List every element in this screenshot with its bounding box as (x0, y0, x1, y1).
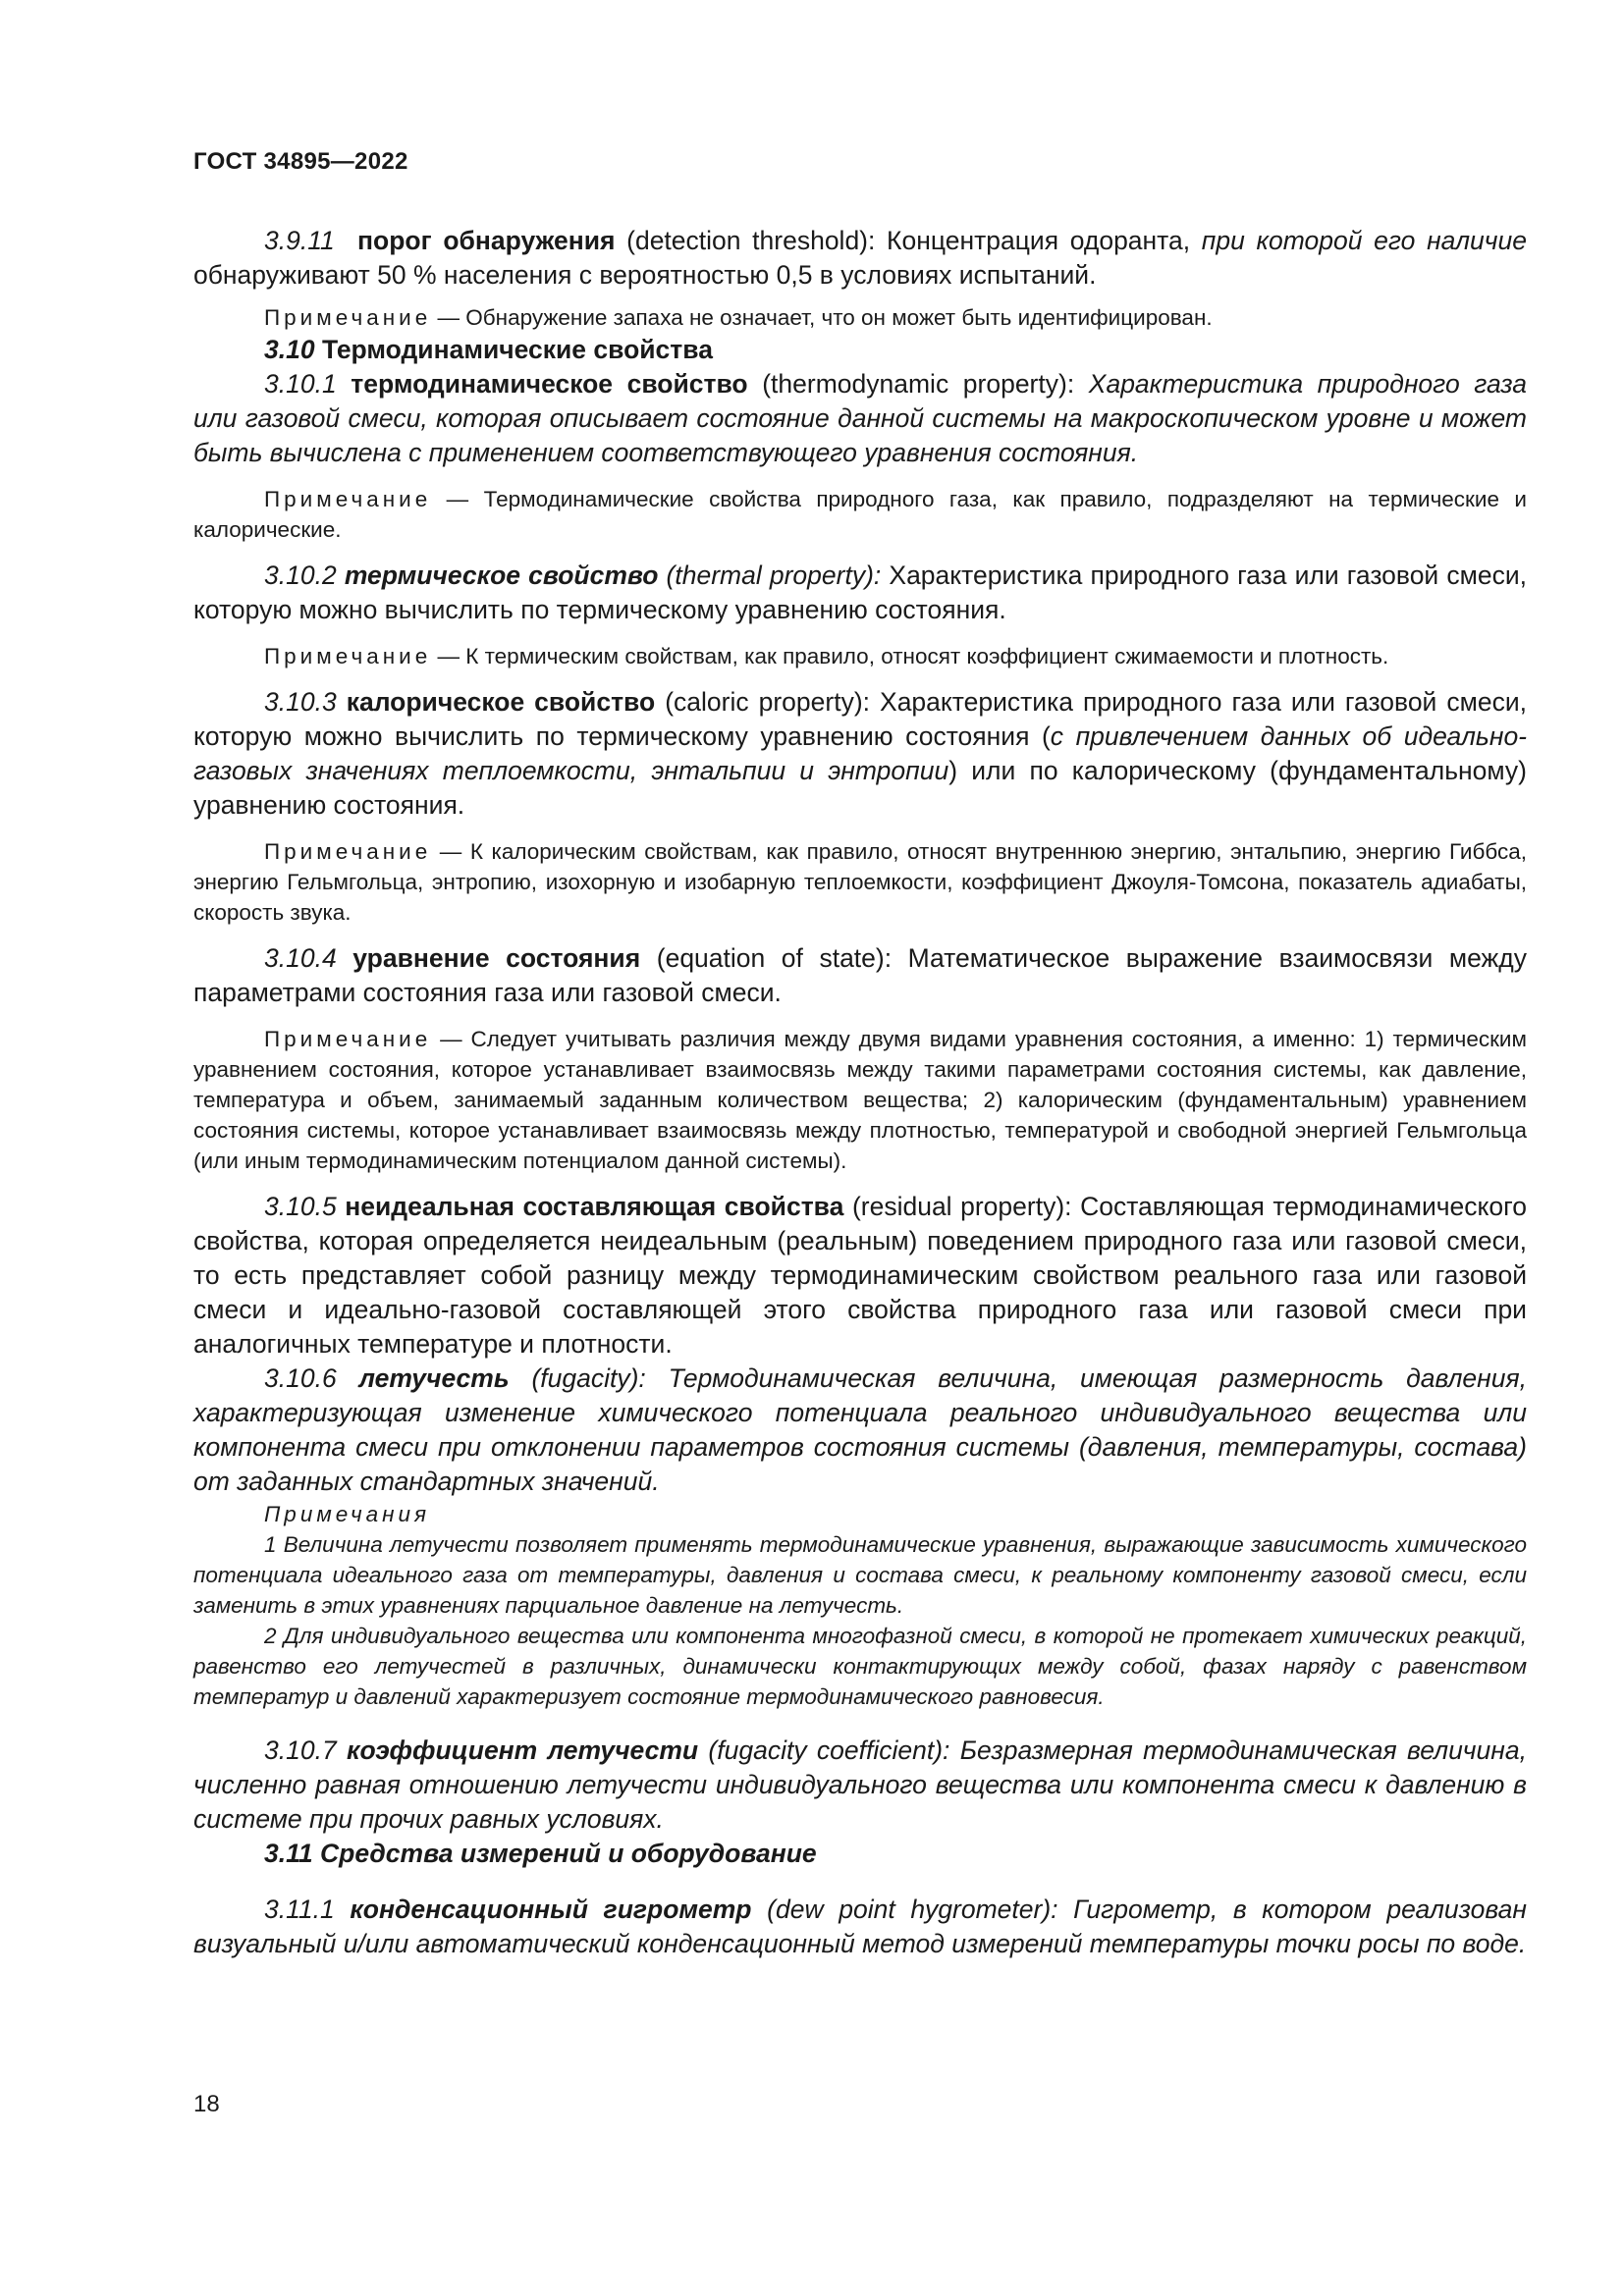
section-heading-3-11: 3.11 Средства измерений и оборудование (264, 1839, 817, 1868)
term-3-10-5: 3.10.5 неидеальная составляющая свойства (residual property): Составляющая термодинамического свойства, которая определяется неидеальным (реальным) поведением природного газа или газовой смеси, то есть представляет собой разницу между термодинамическим свойством реального газа или газовой смеси и идеально-газовой составляющей этого свойства природного газа или газовой смеси при аналогичных температуре и плотности. (193, 1192, 1527, 1359)
page-number: 18 (193, 2091, 220, 2117)
term-3-10-1: 3.10.1 термодинамическое свойство (thermodynamic property): Характеристика природного газа или газовой смеси, которая описывает состояние данной системы на макроскопическом уровне и может быть вычислена с применением соответствующего уравнения состояния. (193, 369, 1527, 467)
term-3-10-4: 3.10.4 уравнение состояния (equation of state): Математическое выражение взаимосвязи между параметрами состояния газа или газовой смеси. (193, 943, 1527, 1007)
notes-heading-3-10-6: Примечания (264, 1502, 431, 1526)
term-3-10-7: 3.10.7 коэффициент летучести (fugacity coefficient): Безразмерная термодинамическая величина, численно равная отношению летучести индивидуального вещества или компонента смеси к давлению в системе при прочих равных условиях. (193, 1735, 1527, 1834)
document-header: ГОСТ 34895—2022 (193, 148, 408, 175)
term-3-11-1: 3.11.1 конденсационный гигрометр (dew point hygrometer): Гигрометр, в котором реализован визуальный и/или автоматический конденсационный метод измерений температуры точки росы по воде. (193, 1895, 1527, 1958)
term-3-10-2: 3.10.2 термическое свойство (thermal property): Характеристика природного газа или газовой смеси, которую можно вычислить по термическому уравнению состояния. (193, 561, 1527, 624)
term-3-10-3: 3.10.3 калорическое свойство (caloric property): Характеристика природного газа или газовой смеси, которую можно вычислить по термическому уравнению состояния (с привлечением данных об идеально-газовых значениях теплоемкости, энтальпии и энтропии) или по калорическому (фундаментальному) уравнению состояния. (193, 687, 1528, 820)
document-body (193, 224, 1527, 1961)
note-3-10-6-1: 1 Величина летучести позволяет применять термодинамические уравнения, выражающие зависимость химического потенциала идеального газа от температуры, давления и состава смеси, к реальному компоненту газовой смеси, если заменить в этих уравнениях парциальное давление на летучесть. (193, 1532, 1527, 1618)
note-3-10-4: Примечание — Следует учитывать различия между двумя видами уравнения состояния, а именно: 1) термическим уравнением состояния, которое устанавливает взаимосвязь между такими параметрами состояния системы, как давление, температура и объем, занимаемый заданным количеством вещества; 2) калорическим (фундаментальным) уравнением состояния системы, которое устанавливает взаимосвязь между плотностью, температурой и свободной энергией Гельмгольца (или иным термодинамическим потенциалом данной системы). (193, 1027, 1527, 1173)
note-3-10-6-2: 2 Для индивидуального вещества или компонента многофазной смеси, в которой не протекает химических реакций, равенство его летучестей в различных, динамически контактирующих между собой, фазах наряду с равенством температур и давлений характеризует состояние термодинамического равновесия. (193, 1624, 1527, 1709)
note-3-9-11: Примечание — Обнаружение запаха не означает, что он может быть идентифицирован. (264, 305, 1213, 330)
note-3-10-1: Примечание — Термодинамические свойства природного газа, как правило, подразделяют на термические и калорические. (193, 487, 1527, 542)
term-3-9-11: 3.9.11 порог обнаружения (detection threshold): Концентрация одоранта, при которой его наличие обнаруживают 50 % населения с вероятностью 0,5 в условиях испытаний. (193, 226, 1527, 290)
note-3-10-3: Примечание — К калорическим свойствам, как правило, относят внутреннюю энергию, энтальпию, энергию Гиббса, энергию Гельмгольца, энтропию, изохорную и изобарную теплоемкости, коэффициент Джоуля-Томсона, показатель адиабаты, скорость звука. (193, 839, 1527, 925)
section-heading-3-10: 3.10 Термодинамические свойства (264, 335, 713, 364)
note-3-10-2: Примечание — К термическим свойствам, как правило, относят коэффициент сжимаемости и плотность. (264, 644, 1389, 668)
term-3-10-6: 3.10.6 летучесть (fugacity): Термодинамическая величина, имеющая размерность давления, характеризующая изменение химического потенциала реального индивидуального вещества или компонента смеси при отклонении параметров состояния системы (давления, температуры, состава) от заданных стандартных значений. (193, 1363, 1527, 1496)
